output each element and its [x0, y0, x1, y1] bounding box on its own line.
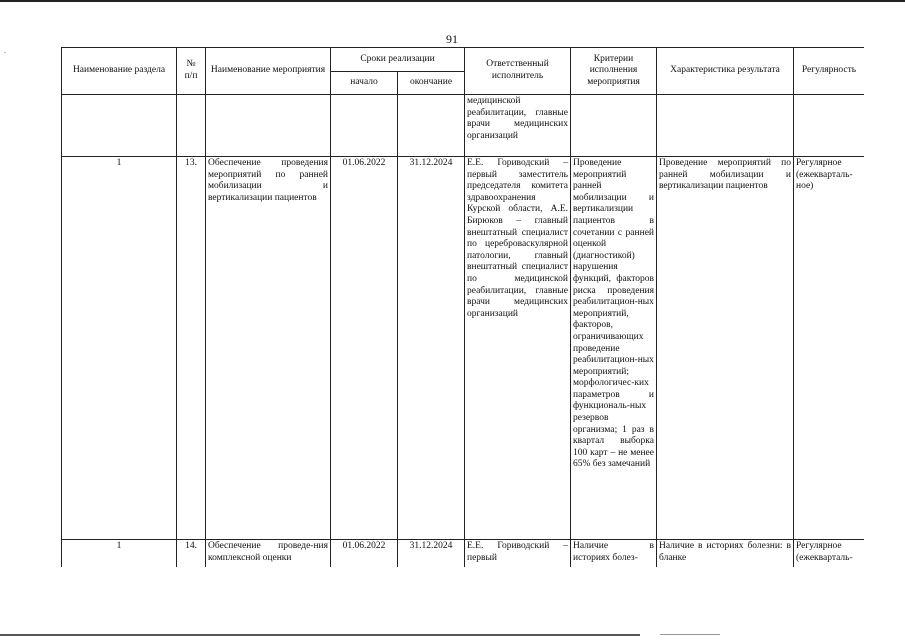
cell-event: Обеспечение проведения мероприятий по ранней мобилизации и вертикализации пациентов: [206, 157, 331, 540]
header-num: № п/п: [177, 48, 206, 95]
table-row: [62, 540, 865, 568]
header-section: Наименование раздела: [62, 48, 177, 95]
cell-criteria: [571, 95, 657, 157]
cell-end: 31.12.2024: [398, 157, 465, 540]
cell-criteria: Наличие в историях болез-: [571, 540, 657, 568]
events-table: [61, 47, 864, 567]
bottom-scan-mark: [660, 634, 720, 635]
cell-num: 14.: [177, 540, 206, 568]
header-event: Наименование мероприятия: [206, 48, 331, 95]
cell-end: 31.12.2024: [398, 540, 465, 568]
cell-responsible: медицинской реабилитации, главные врачи медицинских организаций: [465, 95, 571, 157]
cell-criteria: Проведение мероприятий ранней мобилизации и вертикализции пациентов в сочетании с ранней оценкой (диагностикой) нарушения функций, факторов риска проведения реабилитацион-ных мероприятий, факторов, ограничивающих проведение реабилитацион-ных мероприятий; морфологичес-ких параметров и функциональ-ных резервов организма; 1 раз в квартал выборка 100 карт – не менее 65% без замечаний: [571, 157, 657, 540]
header-terms: Сроки реализации: [331, 48, 465, 72]
header-criteria: Критерии исполнения мероприятия: [571, 48, 657, 95]
cell-regularity: Регулярное (ежекварталь-: [794, 540, 865, 568]
cell-regularity: [794, 95, 865, 157]
cell-num: [177, 95, 206, 157]
top-border-line: [0, 0, 905, 2]
page-number: 91: [446, 32, 458, 46]
cell-start: 01.06.2022: [331, 540, 398, 568]
header-start: начало: [331, 72, 398, 95]
header-end: окончание: [398, 72, 465, 95]
bottom-scan-line: [0, 634, 640, 636]
cell-result: Наличие в историях болезни: в бланке: [657, 540, 794, 568]
cell-responsible: Е.Е. Гориводский – первый: [465, 540, 571, 568]
cell-num: 13.: [177, 157, 206, 540]
cell-event: [206, 95, 331, 157]
cell-start: [331, 95, 398, 157]
cell-result: Проведение мероприятий по ранней мобилизации и вертикализации пациентов: [657, 157, 794, 540]
cell-section: 1: [62, 540, 177, 568]
table-row: [62, 157, 865, 540]
cell-result: [657, 95, 794, 157]
header-responsible: Ответственный исполнитель: [465, 48, 571, 95]
cell-section: 1: [62, 157, 177, 540]
table-container: [61, 47, 864, 567]
cell-section: [62, 95, 177, 157]
header-result: Характеристика результата: [657, 48, 794, 95]
header-row-1: [62, 48, 865, 72]
cell-start: 01.06.2022: [331, 157, 398, 540]
table-row: [62, 95, 865, 157]
cell-responsible: Е.Е. Гориводский – первый заместитель председателя комитета здравоохранения Курской области, А.Е. Бирюков – главный внештатный специалист по цереброваскулярной патологии, главный внештатный специалист по медицинской реабилитации, главные врачи медицинских организаций: [465, 157, 571, 540]
cell-regularity: Регулярное (ежекварталь-ное): [794, 157, 865, 540]
header-regularity: Регулярность: [794, 48, 865, 95]
cell-end: [398, 95, 465, 157]
margin-mark: .: [4, 46, 6, 55]
cell-event: Обеспечение проведе-ния комплексной оценки: [206, 540, 331, 568]
